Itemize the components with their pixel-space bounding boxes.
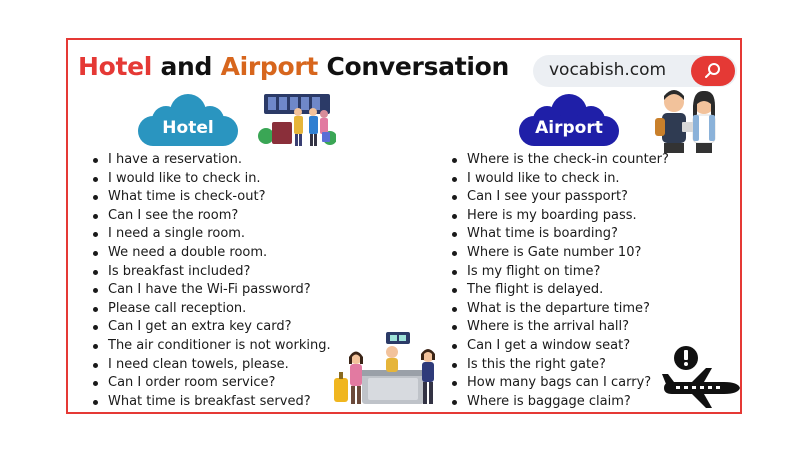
airport-phrase-list — [452, 151, 669, 411]
list-item: What time is boarding? — [452, 225, 669, 244]
list-item: How many bags can I carry? — [452, 374, 669, 393]
list-item: Is breakfast included? — [93, 263, 331, 282]
search-bar[interactable] — [533, 55, 737, 87]
list-item: I have a reservation. — [93, 151, 331, 170]
hotel-heading: Hotel — [162, 118, 214, 138]
list-item: Can I see your passport? — [452, 188, 669, 207]
list-item: Can I have the Wi-Fi password? — [93, 281, 331, 300]
list-item: Where is the check-in counter? — [452, 151, 669, 170]
search-button[interactable] — [691, 56, 735, 86]
list-item: What time is breakfast served? — [93, 393, 331, 412]
list-item: I would like to check in. — [452, 170, 669, 189]
list-item: The flight is delayed. — [452, 281, 669, 300]
hotel-phrase-list — [93, 151, 331, 411]
list-item: Can I order room service? — [93, 374, 331, 393]
hotel-reception-illustration-icon — [328, 330, 440, 410]
list-item: What time is check-out? — [93, 188, 331, 207]
list-item: Here is my boarding pass. — [452, 207, 669, 226]
list-item: I need a single room. — [93, 225, 331, 244]
list-item: Please call reception. — [93, 300, 331, 319]
airport-heading-cloud — [513, 92, 625, 148]
list-item: Is my flight on time? — [452, 263, 669, 282]
list-item: Can I see the room? — [93, 207, 331, 226]
list-item: The air conditioner is not working. — [93, 337, 331, 356]
title-airport-word: Airport — [220, 52, 319, 81]
hotel-lobby-illustration-icon — [258, 92, 336, 150]
airplane-alert-illustration-icon — [662, 344, 742, 410]
list-item: What is the departure time? — [452, 300, 669, 319]
title-hotel-word: Hotel — [78, 52, 153, 81]
list-item: Is this the right gate? — [452, 356, 669, 375]
search-icon — [703, 61, 723, 81]
search-domain-text: vocabish.com — [549, 60, 667, 80]
list-item: We need a double room. — [93, 244, 331, 263]
title-and-word: and — [152, 52, 221, 81]
airport-heading: Airport — [535, 118, 603, 138]
list-item: Where is baggage claim? — [452, 393, 669, 412]
list-item: Where is the arrival hall? — [452, 318, 669, 337]
page-title — [78, 52, 509, 81]
hotel-heading-cloud — [132, 92, 244, 148]
list-item: I would like to check in. — [93, 170, 331, 189]
travellers-illustration-icon — [652, 88, 726, 154]
title-conversation-word: Conversation — [318, 52, 510, 81]
list-item: I need clean towels, please. — [93, 356, 331, 375]
list-item: Can I get a window seat? — [452, 337, 669, 356]
list-item: Can I get an extra key card? — [93, 318, 331, 337]
list-item: Where is Gate number 10? — [452, 244, 669, 263]
